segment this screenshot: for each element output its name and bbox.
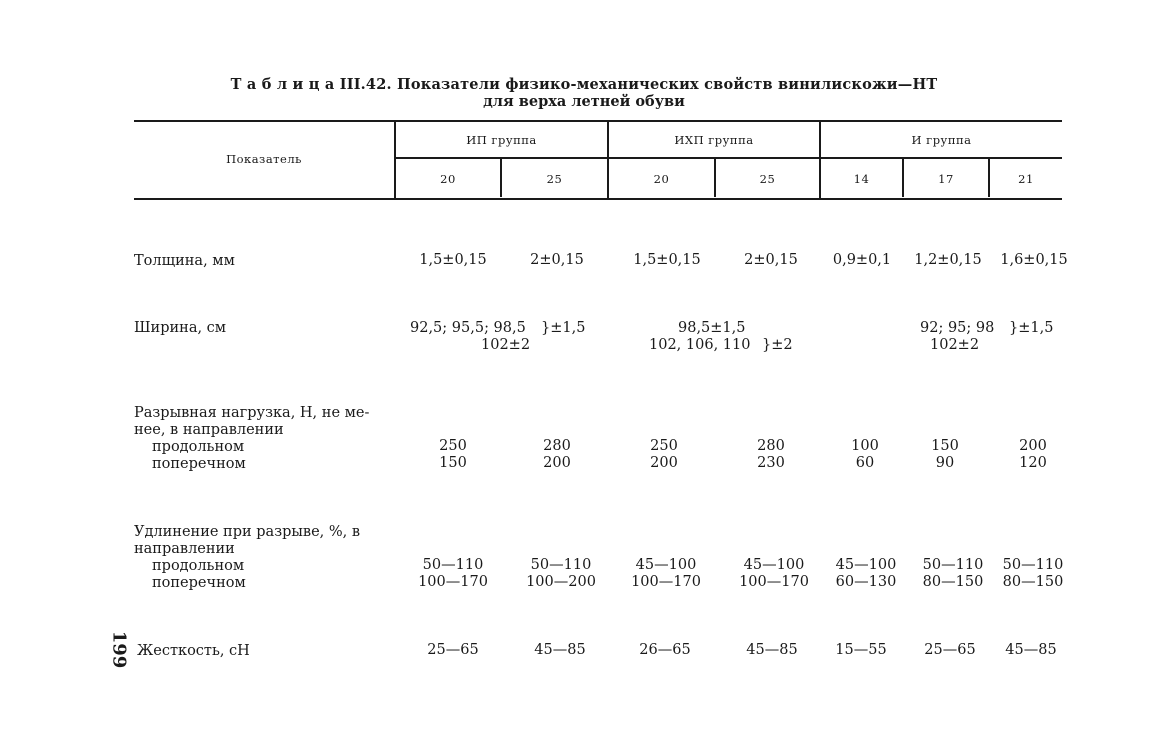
width-ip-alt: 102±2	[481, 337, 531, 353]
row-label-breaking-load: Разрывная нагрузка, Н, не ме-	[134, 405, 370, 421]
row-sublabel-longitudinal: продольном	[152, 558, 245, 574]
width-i-values: 92; 95; 98	[920, 320, 995, 336]
cell-value: 45—100	[635, 557, 697, 573]
cell-value: 150	[439, 455, 467, 471]
cell-value: 90	[935, 455, 955, 471]
header-col: 25	[546, 172, 563, 186]
cell-value: 200	[543, 455, 571, 471]
cell-value: 1,5±0,15	[419, 252, 487, 268]
cell-value: 80—150	[922, 574, 984, 590]
cell-value: 50—110	[922, 557, 984, 573]
width-ihp-alt: 102, 106, 110	[649, 337, 751, 353]
cell-value: 100—170	[418, 574, 488, 590]
cell-value: 50—110	[530, 557, 592, 573]
header-col: 20	[653, 172, 670, 186]
cell-value: 26—65	[639, 642, 691, 658]
cell-value: 100	[851, 438, 879, 454]
cell-value: 25—65	[427, 642, 479, 658]
cell-value: 60	[855, 455, 875, 471]
cell-value: 2±0,15	[744, 252, 798, 268]
cell-value: 120	[1019, 455, 1047, 471]
header-group-ip: ИП группа	[466, 133, 537, 147]
cell-value: 230	[757, 455, 785, 471]
width-ihp-tolerance: }±2	[762, 337, 793, 353]
cell-value: 0,9±0,1	[832, 252, 892, 268]
row-label-breaking-load-cont: нее, в направлении	[134, 422, 284, 438]
row-label-width: Ширина, см	[134, 320, 227, 336]
cell-value: 150	[931, 438, 959, 454]
header-col: 17	[938, 172, 954, 186]
cell-value: 50—110	[1002, 557, 1064, 573]
cell-value: 50—110	[422, 557, 484, 573]
cell-value: 280	[757, 438, 785, 454]
cell-value: 25—65	[924, 642, 976, 658]
width-i-alt: 102±2	[930, 337, 980, 353]
cell-value: 100—170	[631, 574, 701, 590]
cell-value: 280	[543, 438, 571, 454]
header-col: 20	[440, 172, 456, 186]
cell-value: 1,5±0,15	[633, 252, 701, 268]
row-label-stiffness: Жесткость, сН	[137, 643, 250, 659]
cell-value: 200	[650, 455, 678, 471]
page-number: 199	[108, 630, 130, 669]
row-sublabel-transverse: поперечном	[152, 456, 246, 472]
row-sublabel-transverse: поперечном	[152, 575, 246, 591]
width-ip-values: 92,5; 95,5; 98,5	[410, 320, 526, 336]
width-ihp-values: 98,5±1,5	[678, 320, 746, 336]
width-i-tolerance: }±1,5	[1009, 320, 1054, 336]
header-group-i: И группа	[911, 133, 972, 147]
cell-value: 100—170	[739, 574, 809, 590]
table-subtitle: для верха летней обуви	[483, 93, 685, 110]
header-mid-rule	[396, 157, 1062, 159]
row-sublabel-longitudinal: продольном	[152, 439, 245, 455]
cell-value: 45—85	[534, 642, 586, 658]
header-divider	[819, 120, 821, 200]
width-ip-tolerance: }±1,5	[541, 320, 586, 336]
row-label-thickness: Толщина, мм	[134, 253, 235, 269]
cell-value: 45—85	[1005, 642, 1057, 658]
row-label-elongation-cont: направлении	[134, 541, 235, 557]
cell-value: 200	[1019, 438, 1047, 454]
header-group-ihp: ИХП группа	[674, 133, 754, 147]
header-col: 25	[759, 172, 776, 186]
cell-value: 45—100	[835, 557, 897, 573]
cell-value: 15—55	[835, 642, 887, 658]
header-divider	[607, 120, 609, 200]
header-col: 14	[853, 172, 870, 186]
cell-value: 45—100	[743, 557, 805, 573]
cell-value: 60—130	[835, 574, 897, 590]
cell-value: 1,6±0,15	[1000, 252, 1068, 268]
header-top-rule	[134, 120, 1062, 122]
header-indicator: Показатель	[226, 152, 302, 166]
header-col: 21	[1018, 172, 1034, 186]
cell-value: 250	[439, 438, 467, 454]
cell-value: 45—85	[746, 642, 798, 658]
cell-value: 80—150	[1002, 574, 1064, 590]
cell-value: 250	[650, 438, 678, 454]
cell-value: 1,2±0,15	[914, 252, 982, 268]
row-label-elongation: Удлинение при разрыве, %, в	[134, 524, 361, 540]
cell-value: 2±0,15	[530, 252, 584, 268]
cell-value: 100—200	[526, 574, 596, 590]
header-bottom-rule	[134, 198, 1062, 200]
header-divider	[394, 120, 396, 200]
table-title: Т а б л и ц а III.42. Показатели физико-механических свойств винилискожи—НТ	[230, 76, 938, 93]
